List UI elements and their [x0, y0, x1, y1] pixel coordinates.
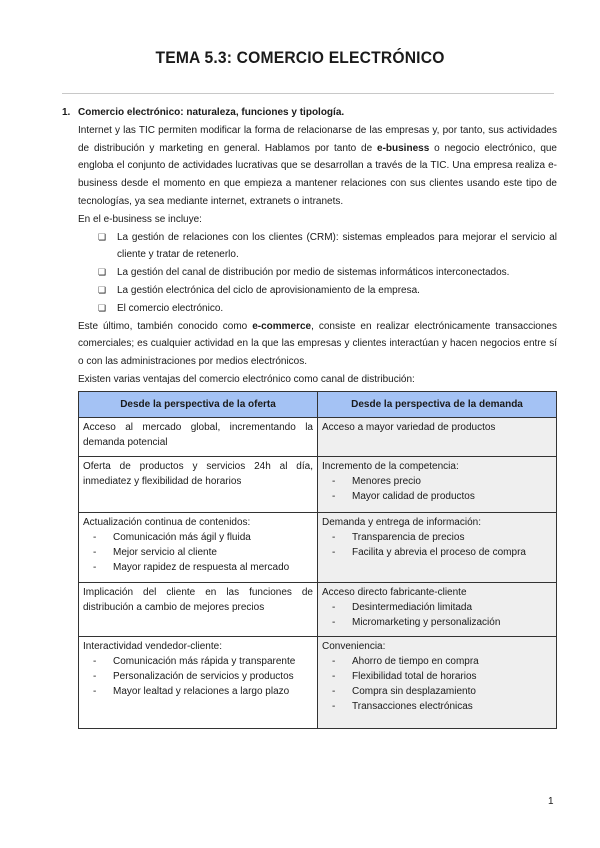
- title-divider: [62, 93, 554, 94]
- term-ecommerce: e-commerce: [252, 320, 312, 332]
- list-item: [98, 282, 557, 300]
- table-cell-left: [79, 417, 318, 456]
- list-item: [98, 229, 557, 265]
- term-ebusiness: e-business: [377, 142, 430, 154]
- cell-list: [322, 530, 552, 560]
- list-item-text: La gestión de relaciones con los clientes (CRM): sistemas empleados para mejorar el servicio al cliente y tratar de retenerlo.: [117, 231, 557, 261]
- section-heading-text: Comercio electrónico: naturaleza, funciones y tipología.: [78, 107, 345, 118]
- list-item: - Ahorro de tiempo en compra: [330, 654, 552, 669]
- page-title: TEMA 5.3: COMERCIO ELECTRÓNICO: [155, 48, 445, 67]
- cell-list: [322, 600, 552, 630]
- table-cell-left: [79, 582, 318, 636]
- advantages-table: [78, 391, 557, 729]
- paragraph-text: , consiste en realizar electrónicamente transacciones comerciales; es cualquier actividad en la que las empresas y clientes interactúan y hacen negocios entre sí o con las administraciones por medios electrónicos.: [78, 320, 557, 368]
- list-item-text: El comercio electrónico.: [117, 302, 224, 314]
- table-cell-left: [79, 636, 318, 728]
- page-number: 1: [548, 796, 554, 807]
- document-body: [62, 104, 557, 729]
- table-intro: Existen varias ventajas del comercio electrónico como canal de distribución:: [78, 373, 415, 385]
- list-item-text: La gestión electrónica del ciclo de aprovisionamiento de la empresa.: [117, 284, 420, 296]
- paragraph-text: o negocio electrónico, que engloba el conjunto de actividades lucrativas que se desarrollan a través de la TIC. Una empresa realiza e-business desde el momento en que empieza a mantener relaciones con sus clientes usando este tipo de tecnologías, ya sea mediante internet, extranets o intranets.: [78, 142, 557, 207]
- cell-text: Conveniencia:: [322, 640, 386, 652]
- section-heading: [62, 104, 557, 122]
- table-cell-right: [318, 512, 557, 582]
- cell-list: [322, 474, 552, 504]
- list-item: - Transacciones electrónicas: [330, 699, 552, 714]
- cell-list: [322, 654, 552, 714]
- table-row: [79, 512, 557, 582]
- list-item: - Facilita y abrevia el proceso de compra: [330, 545, 552, 560]
- column-header-demanda: Desde la perspectiva de la demanda: [318, 391, 557, 417]
- list-item-text: La gestión del canal de distribución por medio de sistemas informáticos interconectados.: [117, 267, 510, 279]
- checkbox-bullet-icon: ❏: [98, 267, 107, 278]
- includes-list: [78, 229, 557, 318]
- paragraph-text: Internet y las TIC permiten modificar la forma de relacionarse de las empresas y, por tanto, sus actividades de distribución y marketing en general. Hablamos por tanto de: [78, 124, 557, 154]
- paragraph-ecommerce: [78, 318, 557, 371]
- cell-text: Interactividad vendedor-cliente:: [83, 640, 222, 652]
- list-item: - Micromarketing y personalización: [330, 615, 552, 630]
- table-cell-left: [79, 456, 318, 512]
- cell-text: Actualización continua de contenidos:: [83, 516, 251, 528]
- includes-intro: En el e-business se incluye:: [78, 213, 202, 225]
- table-cell-left: [79, 512, 318, 582]
- cell-text: Demanda y entrega de información:: [322, 516, 481, 528]
- cell-list: [83, 530, 313, 575]
- table-cell-right: [318, 636, 557, 728]
- list-item: - Personalización de servicios y productos: [91, 669, 313, 684]
- list-item: - Comunicación más ágil y fluida: [91, 530, 313, 545]
- list-item: - Compra sin desplazamiento: [330, 684, 552, 699]
- column-header-oferta: Desde la perspectiva de la oferta: [79, 391, 318, 417]
- list-item: - Mayor rapidez de respuesta al mercado: [91, 560, 313, 575]
- list-item: - Mayor lealtad y relaciones a largo plazo: [91, 684, 313, 699]
- list-item: - Mejor servicio al cliente: [91, 545, 313, 560]
- table-cell-right: [318, 456, 557, 512]
- paragraph-ebusiness: [78, 122, 557, 211]
- cell-text: Acceso a mayor variedad de productos: [322, 421, 496, 433]
- table-row: [79, 417, 557, 456]
- cell-text: Acceso al mercado global, incrementando la demanda potencial: [83, 421, 313, 448]
- cell-list: [83, 654, 313, 699]
- section-number: 1.: [62, 107, 71, 118]
- list-item: - Mayor calidad de productos: [330, 489, 552, 504]
- table-body: [79, 417, 557, 728]
- list-item: [98, 264, 557, 282]
- checkbox-bullet-icon: ❏: [98, 302, 107, 313]
- list-item: - Menores precio: [330, 474, 552, 489]
- section-body: [62, 122, 557, 729]
- cell-text: Incremento de la competencia:: [322, 460, 459, 472]
- table-row: [79, 582, 557, 636]
- cell-text: Oferta de productos y servicios 24h al día, inmediatez y flexibilidad de horarios: [83, 460, 313, 487]
- checkbox-bullet-icon: ❏: [98, 231, 107, 242]
- table-cell-right: [318, 582, 557, 636]
- list-item: [98, 300, 557, 318]
- list-item: - Transparencia de precios: [330, 530, 552, 545]
- table-row: [79, 636, 557, 728]
- list-item: - Flexibilidad total de horarios: [330, 669, 552, 684]
- list-item: - Comunicación más rápida y transparente: [91, 654, 313, 669]
- checkbox-bullet-icon: ❏: [98, 284, 107, 295]
- cell-text: Implicación del cliente en las funciones de distribución a cambio de mejores precios: [83, 586, 313, 613]
- table-row: [79, 456, 557, 512]
- table-header-row: [79, 391, 557, 417]
- table-cell-right: [318, 417, 557, 456]
- list-item: - Desintermediación limitada: [330, 600, 552, 615]
- paragraph-text: Este último, también conocido como: [78, 320, 253, 332]
- cell-text: Acceso directo fabricante-cliente: [322, 586, 467, 598]
